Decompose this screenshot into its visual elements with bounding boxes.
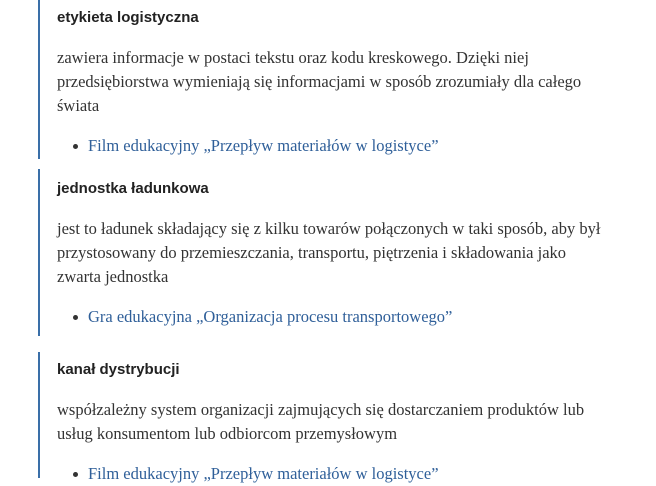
bullet-icon xyxy=(73,472,78,477)
related-links-list xyxy=(57,134,656,158)
glossary-entry-etykieta-logistyczna xyxy=(38,0,656,159)
bullet-icon xyxy=(73,315,78,320)
glossary-term: etykieta logistyczna xyxy=(57,9,199,26)
definition-line: przedsiębiorstwa wymieniają się informacjami w sposób zrozumiały dla całego xyxy=(57,72,582,91)
definition-line: świata xyxy=(57,96,100,115)
definition-line: współzależny system organizacji zajmujących się dostarczaniem produktów lub xyxy=(57,400,585,419)
glossary-definition xyxy=(57,46,656,118)
related-link[interactable]: Film edukacyjny „Przepływ materiałów w logistyce” xyxy=(88,136,439,155)
related-link[interactable]: Film edukacyjny „Przepływ materiałów w logistyce” xyxy=(88,464,439,483)
definition-line: zwarta jednostka xyxy=(57,267,169,286)
definition-line: zawiera informacje w postaci tekstu oraz kodu kreskowego. Dzięki niej xyxy=(57,48,529,67)
related-link-item xyxy=(57,305,656,329)
glossary-entry-jednostka-ladunkowa xyxy=(38,169,656,336)
related-link-item xyxy=(57,462,656,486)
glossary-term: kanał dystrybucji xyxy=(57,361,180,378)
glossary-list xyxy=(38,0,656,483)
related-links-list xyxy=(57,305,656,329)
definition-line: jest to ładunek składający się z kilku towarów połączonych w taki sposób, aby był xyxy=(57,219,601,238)
related-link-item xyxy=(57,134,656,158)
glossary-term: jednostka ładunkowa xyxy=(57,180,209,197)
glossary-definition xyxy=(57,398,656,446)
related-links-list xyxy=(57,462,656,486)
definition-line: usług konsumentom lub odbiorcom przemysłowym xyxy=(57,424,398,443)
related-link[interactable]: Gra edukacyjna „Organizacja procesu transportowego” xyxy=(88,307,453,326)
glossary-entry-kanal-dystrybucji xyxy=(38,352,656,483)
glossary-definition xyxy=(57,217,656,289)
definition-line: przystosowany do przemieszczania, transportu, piętrzenia i składowania jako xyxy=(57,243,567,262)
bullet-icon xyxy=(73,144,78,149)
